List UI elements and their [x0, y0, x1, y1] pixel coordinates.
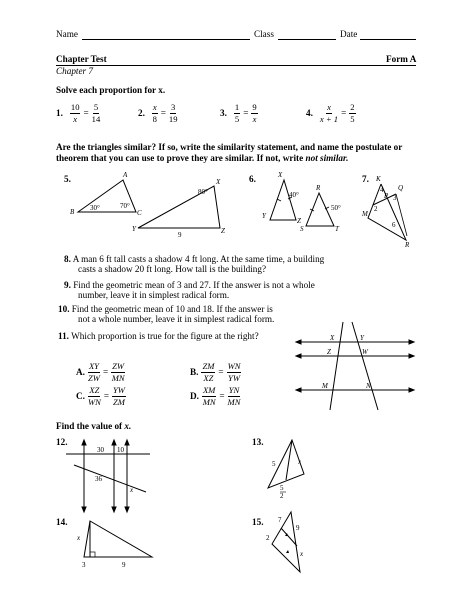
side-9: 9	[178, 231, 182, 239]
problem-number: 3.	[220, 108, 227, 119]
problem-1: 1. $\frac{10}{x}$ = $\frac{5}{14}$	[56, 102, 101, 124]
fraction: $\frac{x}{x + 1}$	[319, 102, 339, 124]
label-x: X	[216, 178, 221, 186]
svg-text:Z: Z	[297, 217, 301, 225]
label-z: Z	[221, 227, 225, 235]
problem-number: 2.	[138, 108, 145, 119]
svg-text:x: x	[298, 458, 302, 466]
svg-text:50°: 50°	[331, 204, 341, 212]
problem-8: 8. A man 6 ft tall casts a shadow 4 ft long. At the same time, a building	[64, 254, 325, 264]
choice-d[interactable]: D. $\frac{XM}{MN}$ = $\frac{YN}{MN}$	[190, 385, 241, 407]
fraction: $\frac{10}{x}$	[70, 102, 80, 124]
svg-text:3: 3	[82, 561, 86, 569]
svg-text:x: x	[130, 486, 134, 494]
name-label: Name	[56, 29, 78, 39]
angle-80: 80°	[198, 188, 208, 196]
problem-4: 4. $\frac{x}{x + 1}$ = $\frac{2}{5}$	[306, 102, 355, 124]
choice-c[interactable]: C. $\frac{XZ}{WN}$ = $\frac{YW}{ZM}$	[76, 385, 125, 407]
svg-text:X: X	[330, 334, 335, 342]
svg-text:4: 4	[380, 186, 384, 194]
problem-number: 4.	[306, 108, 313, 119]
svg-text:x: x	[300, 550, 304, 558]
svg-text:W: W	[362, 348, 368, 356]
svg-text:7: 7	[278, 516, 282, 524]
fraction: $\frac{2}{5}$	[350, 102, 355, 124]
problem-10: 10. Find the geometric mean of 10 and 18. If the answer is	[58, 304, 273, 314]
svg-text:M: M	[322, 382, 328, 390]
svg-text:x: x	[77, 534, 81, 542]
svg-text:P: P	[384, 192, 389, 200]
problem-8-line2: casts a shadow 20 ft long. How tall is the building?	[78, 264, 267, 274]
svg-text:9: 9	[296, 524, 300, 532]
problem-9-line2: number, leave it in simplest radical form.	[78, 290, 230, 300]
section2-heading-line2: theorem that you can use to prove they are similar. If not, write not similar.	[56, 153, 349, 163]
form-label: Form A	[386, 54, 417, 64]
problem-2: 2. $\frac{x}{8}$ = $\frac{3}{19}$	[138, 102, 178, 124]
svg-text:2: 2	[280, 492, 284, 500]
problem-3: 3. $\frac{1}{5}$ = $\frac{9}{x}$	[220, 102, 257, 124]
svg-text:S: S	[300, 225, 304, 233]
svg-text:Z: Z	[327, 348, 331, 356]
svg-text:5: 5	[280, 484, 284, 492]
svg-text:R: R	[405, 241, 410, 249]
date-label: Date	[340, 29, 358, 39]
svg-text:T: T	[335, 225, 339, 233]
section3-heading: Find the value of x.	[56, 421, 132, 431]
svg-text:Q: Q	[398, 184, 404, 192]
label-a: A	[123, 171, 128, 179]
fig12-number: 12.	[56, 437, 68, 447]
svg-text:K: K	[376, 175, 381, 183]
fig15-number: 15.	[252, 517, 264, 527]
problem-9: 9. Find the geometric mean of 3 and 27. If the answer is not a whole	[64, 280, 315, 290]
svg-text:30: 30	[97, 446, 104, 454]
chapter-test-title: Chapter Test	[56, 54, 107, 64]
label-b: B	[70, 208, 75, 216]
svg-text:M: M	[362, 210, 368, 218]
class-label: Class	[254, 29, 274, 39]
choice-b[interactable]: B. $\frac{ZM}{XZ}$ = $\frac{WN}{YW}$	[190, 361, 241, 383]
svg-text:N: N	[366, 382, 371, 390]
fraction: $\frac{1}{5}$	[234, 102, 240, 124]
fig5-number: 5.	[64, 174, 71, 184]
fraction: $\frac{9}{x}$	[252, 102, 257, 124]
fraction: $\frac{5}{14}$	[91, 102, 101, 124]
problem-10-line2: not a whole number, leave it in simplest radical form.	[78, 314, 275, 324]
label-y: Y	[132, 225, 136, 233]
choice-a[interactable]: A. $\frac{XY}{ZW}$ = $\frac{ZW}{MN}$	[76, 361, 125, 383]
fig14-number: 14.	[56, 517, 68, 527]
label-c: C	[137, 209, 142, 217]
problem-11: 11. Which proportion is true for the figure at the right?	[58, 331, 259, 341]
svg-text:R: R	[316, 184, 321, 192]
angle-30: 30°	[90, 204, 100, 212]
problem-number: 1.	[56, 108, 63, 119]
section1-heading: Solve each proportion for x.	[56, 85, 166, 95]
svg-text:36: 36	[95, 475, 102, 483]
fig13-number: 13.	[252, 437, 264, 447]
svg-text:40°: 40°	[289, 191, 299, 199]
fig7-number: 7.	[362, 174, 369, 184]
chapter-subtitle: Chapter 7	[56, 66, 94, 76]
svg-text:6: 6	[392, 221, 396, 229]
svg-text:X: X	[278, 171, 283, 179]
svg-text:10: 10	[117, 446, 124, 454]
fraction: $\frac{x}{8}$	[152, 102, 157, 124]
fraction: $\frac{3}{19}$	[168, 102, 178, 124]
svg-text:Y: Y	[360, 334, 364, 342]
section2-heading-line1: Are the triangles similar? If so, write the similarity statement, and name the postulate or	[56, 142, 403, 152]
svg-text:5: 5	[272, 460, 276, 468]
svg-text:9: 9	[122, 561, 126, 569]
svg-text:3: 3	[393, 194, 397, 202]
angle-70: 70°	[120, 202, 130, 210]
fig6-number: 6.	[249, 174, 256, 184]
svg-text:2: 2	[266, 534, 270, 542]
svg-text:Y: Y	[262, 212, 266, 220]
svg-text:2: 2	[374, 205, 378, 213]
